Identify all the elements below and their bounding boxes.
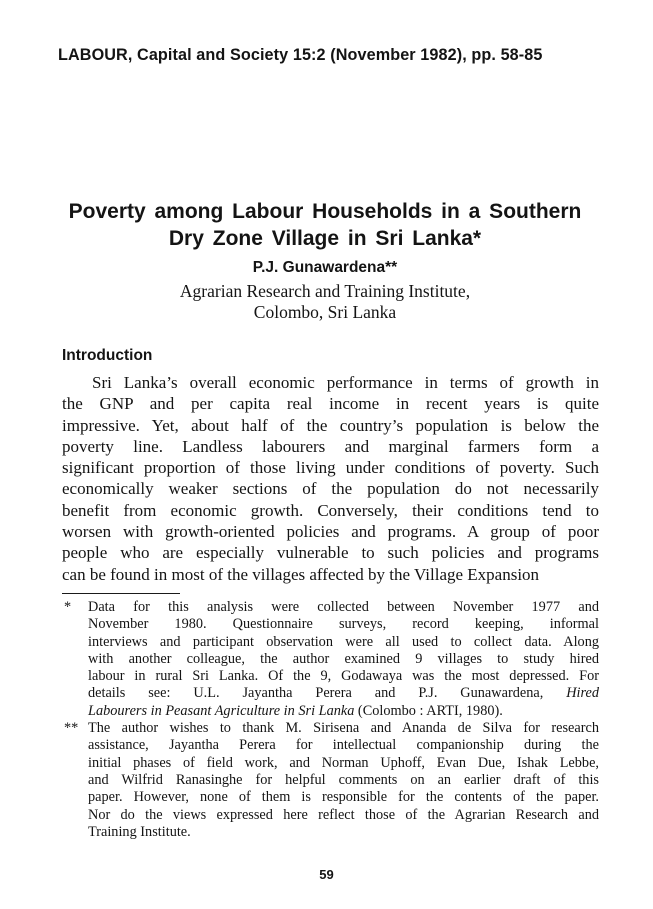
- body-line: Sri Lanka’s overall economic performance in terms of growth in: [92, 373, 599, 392]
- affiliation-line-2: Colombo, Sri Lanka: [253, 302, 397, 322]
- footnote-line: interviews and participant observation were all used to collect data. Along: [88, 633, 599, 650]
- footnote-1: [62, 599, 599, 720]
- footnote-text: (Colombo : ARTI, 1980).: [354, 702, 503, 719]
- title-line-1: Poverty among Labour Households in a Southern: [68, 200, 582, 223]
- footnote-line: Training Institute.: [88, 823, 191, 840]
- footnote-line: Data for this analysis were collected between November 1977 and: [88, 599, 599, 615]
- author-name: P.J. Gunawardena**: [252, 259, 398, 276]
- journal-header: LABOUR, Capital and Society 15:2 (November 1982), pp. 58-85: [58, 46, 543, 64]
- footnote-line: The author wishes to thank M. Sirisena and Ananda de Silva for research: [88, 720, 599, 737]
- footnote-mark: *: [64, 599, 72, 615]
- introduction-paragraph: [62, 372, 599, 585]
- body-line: can be found in most of the villages affected by the Village Expansion: [62, 564, 540, 584]
- page-number: 59: [319, 867, 334, 882]
- footnote-line: paper. However, none of them is responsible for the contents of the paper.: [88, 789, 599, 806]
- footnote-line: November 1980. Questionnaire surveys, record keeping, informal: [88, 616, 599, 633]
- footnotes: [62, 599, 599, 841]
- section-heading-introduction: Introduction: [62, 347, 153, 364]
- body-line: benefit from economic growth. Conversely, their conditions tend to: [62, 500, 599, 520]
- footnote-2: [62, 720, 599, 841]
- footnote-mark: **: [64, 720, 79, 737]
- footnote-line: labour in rural Sri Lanka. Of the 9, Godawaya was the most depressed. For: [88, 668, 599, 685]
- body-line: worsen with growth-oriented policies and programs. A group of poor: [62, 522, 599, 542]
- body-line: significant proportion of those living under conditions of poverty. Such: [62, 458, 599, 478]
- footnote-divider: [62, 593, 180, 594]
- author-affiliation: [40, 281, 610, 323]
- citation-title: Peasant Agriculture in Sri Lanka: [165, 702, 355, 719]
- body-line: the GNP and per capita real income in recent years is quite: [62, 394, 599, 414]
- footnote-line: and Wilfrid Ranasinghe for helpful comments on an earlier draft of this: [88, 771, 599, 788]
- footnote-line: [88, 685, 599, 702]
- title-line-2: Dry Zone Village in Sri Lanka*: [168, 227, 482, 250]
- citation-title: Hired: [566, 685, 600, 702]
- footnote-line: initial phases of field work, and Norman Uphoff, Evan Due, Ishak Lebbe,: [88, 754, 599, 771]
- body-line: impressive. Yet, about half of the country’s population is below the: [62, 415, 599, 435]
- body-line: people who are especially vulnerable to such policies and programs: [62, 543, 599, 563]
- footnote-text: details see: U.L. Jayantha Perera and P.J. Gunawardena,: [88, 685, 544, 702]
- affiliation-line-1: Agrarian Research and Training Institute,: [179, 281, 471, 301]
- body-line: economically weaker sections of the population do not necessarily: [62, 479, 599, 499]
- body-line: poverty line. Landless labourers and marginal farmers form a: [62, 436, 599, 456]
- footnote-line: [88, 703, 599, 720]
- citation-title: Labourers in: [88, 702, 162, 719]
- article-title: [40, 198, 610, 252]
- footnote-line: with another colleague, the author examined 9 villages to study hired: [88, 650, 599, 667]
- footnote-line: Nor do the views expressed here reflect those of the Agrarian Research and: [88, 806, 599, 823]
- footnote-line: assistance, Jayantha Perera for intellectual companionship during the: [88, 737, 599, 754]
